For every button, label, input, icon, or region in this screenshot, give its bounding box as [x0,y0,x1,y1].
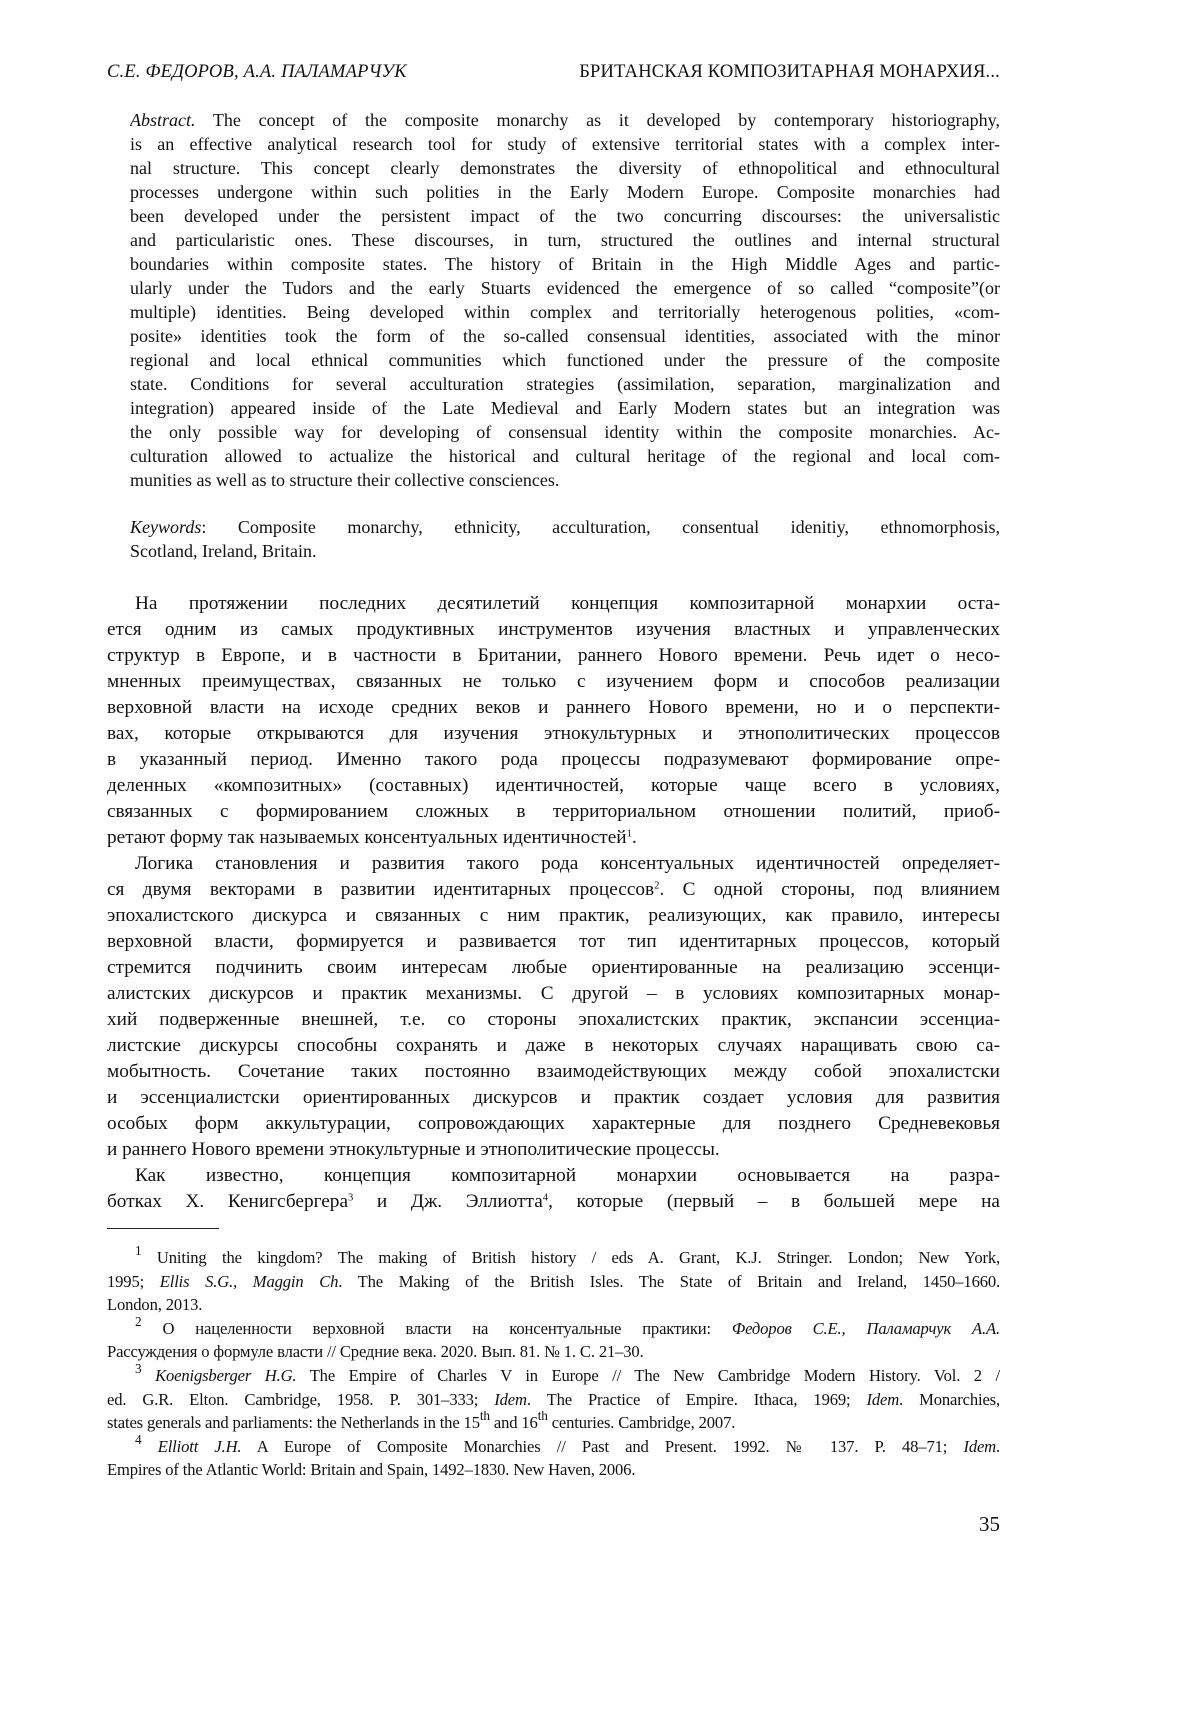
text-run: ся двумя векторами в развитии идентитарных процессов [107,879,654,900]
text-run: The concept of the composite monarchy as it developed by contemporary historiography, [196,110,1001,130]
italic-run: Koenigsberger H.G. [155,1366,296,1385]
text-run: posite» identities took the form of the so-called consensual identities, associated with the minor [130,326,1000,346]
text-line [130,468,1000,492]
text-run: листские дискурсы способны сохранять и даже в некоторых случаях наращивать свою са- [107,1035,1000,1056]
text-run: хий подверженные внешней, т.е. со стороны эпохалистских практик, экспансии эссенциа- [107,1009,1000,1030]
text-run: . [996,1437,1000,1456]
text-run: the only possible way for developing of consensual identity within the composite monarchies. Ac- [130,422,1000,442]
text-line [107,617,1000,643]
text-line [130,276,1000,300]
text-run: и эссенциалистски ориентированных дискурсов и практик создает условия для развития [107,1087,1000,1108]
text-run: London, 2013. [107,1295,202,1314]
italic-run: Elliott J.H. [158,1437,242,1456]
text-line [107,721,1000,747]
text-run: centuries. Cambridge, 2007. [548,1413,736,1432]
text-line [130,324,1000,348]
text-run: state. Conditions for several acculturation strategies (assimilation, separation, marginalization and [130,374,1000,394]
text-run: nal structure. This concept clearly demonstrates the diversity of ethnopolitical and ethnocultural [130,158,1000,178]
text-line [107,1033,1000,1059]
text-run: связанных с формированием сложных в территориальном отношении политий, приоб- [107,801,1000,822]
text-run: is an effective analytical research tool for study of extensive territorial states with a complex inter- [130,134,1000,154]
text-run: boundaries within composite states. The history of Britain in the High Middle Ages and partic- [130,254,1000,274]
text-line [130,300,1000,324]
text-run: ed. G.R. Elton. Cambridge, 1958. P. 301–333; [107,1390,494,1409]
text-run: multiple) identities. Being developed within complex and territorially heterogenous polities, «com- [130,302,1000,322]
text-run: . С одной стороны, под влиянием [659,879,1000,900]
text-line [130,348,1000,372]
footnote-ref: 2 [654,881,659,892]
text-line [107,1458,1000,1482]
footnote-ref: 4 [135,1435,141,1447]
italic-run: Idem [963,1437,996,1456]
text-run: Empires of the Atlantic World: Britain and Spain, 1492–1830. New Haven, 2006. [107,1460,635,1479]
text-line [107,1137,1000,1163]
text-line [107,955,1000,981]
text-run: Uniting the kingdom? The making of British history / eds A. Grant, K.J. Stringer. London; New York, [141,1248,1000,1267]
footnote-separator [107,1228,219,1229]
text-run: ретают форму так называемых консентуальных идентичностей [107,827,627,848]
text-line [107,1085,1000,1111]
text-run: Scotland, Ireland, Britain. [130,541,316,561]
text-line [107,929,1000,955]
text-line [107,903,1000,929]
running-header-title: БРИТАНСКАЯ КОМПОЗИТАРНАЯ МОНАРХИЯ... [579,62,1000,83]
italic-run: Keywords [130,517,201,537]
text-line [130,515,1000,539]
text-run: О нацеленности верховной власти на консентуальные практики: [141,1319,731,1338]
text-run: и раннего Нового времени этнокультурные и этнополитические процессы. [107,1139,720,1160]
text-run: been developed under the persistent impact of the two concurring discourses: the universalistic [130,206,1000,226]
text-line [130,228,1000,252]
text-line [130,420,1000,444]
text-run: вах, которые открываются для изучения этнокультурных и этнополитических процессов [107,723,1000,744]
text-run: ется одним из самых продуктивных инструментов изучения властных и управленческих [107,619,1000,640]
text-run: Рассуждения о формуле власти // Средние века. 2020. Вып. 81. № 1. С. 21–30. [107,1342,644,1361]
text-line [107,1435,1000,1459]
text-run [141,1437,157,1456]
text-run: мненных преимуществах, связанных не только с изучением форм и способов реализации [107,671,1000,692]
text-run: 1995; [107,1272,160,1291]
text-line [107,799,1000,825]
text-line [107,1246,1000,1270]
text-line [107,747,1000,773]
text-run: : Composite monarchy, ethnicity, acculturation, consentual idenitiy, ethnomorphosis, [201,517,1000,537]
text-run: A Europe of Composite Monarchies // Past and Present. 1992. № 137. P. 48–71; [241,1437,963,1456]
text-line [107,1189,1000,1215]
text-run: culturation allowed to actualize the historical and cultural heritage of the regional and local com- [130,446,1000,466]
text-line [107,1293,1000,1317]
text-line [130,396,1000,420]
text-line [130,252,1000,276]
text-run: Логика становления и развития такого рода консентуальных идентичностей определяет- [135,853,1000,874]
page-number: 35 [979,1512,1000,1537]
abstract [130,108,1000,492]
text-line [107,643,1000,669]
main-text [107,591,1000,1215]
text-line [130,156,1000,180]
text-run: На протяжении последних десятилетий концепция композитарной монархии оста- [135,593,1000,614]
text-line [130,132,1000,156]
text-run [141,1366,155,1385]
text-run: деленных «композитных» (составных) идентичностей, которые чаще всего в условиях, [107,775,1000,796]
text-line [107,1364,1000,1388]
text-run: and particularistic ones. These discourses, in turn, structured the outlines and internal structural [130,230,1000,250]
text-line [107,1270,1000,1294]
text-line [107,1059,1000,1085]
text-run: и Дж. Эллиотта [353,1191,542,1212]
text-line [107,1163,1000,1189]
text-run: and 16 [490,1413,538,1432]
text-run: regional and local ethnical communities which functioned under the pressure of the composite [130,350,1000,370]
text-line [130,108,1000,132]
text-run: integration) appeared inside of the Late Medieval and Early Modern states but an integration was [130,398,1000,418]
running-header-authors: С.Е. ФЕДОРОВ, А.А. ПАЛАМАРЧУК [107,62,407,83]
text-run: эпохалистского дискурса и связанных с ним практик, реализующих, как правило, интересы [107,905,1000,926]
text-line [130,204,1000,228]
text-line [107,851,1000,877]
text-line [107,1388,1000,1412]
text-line [107,1317,1000,1341]
text-line [130,180,1000,204]
text-line [107,773,1000,799]
text-line [130,539,1000,563]
text-run: в указанный период. Именно такого рода процессы подразумевают формирование опре- [107,749,1000,770]
text-run: стремится подчинить своим интересам любые ориентированные на реализацию эссенци- [107,957,1000,978]
text-run: . The Making of the British Isles. The State of Britain and Ireland, 1450–1660. [338,1272,1000,1291]
text-line [107,981,1000,1007]
italic-run: Idem [867,1390,900,1409]
text-run: структур в Европе, и в частности в Британии, раннего Нового времени. Речь идет о несо- [107,645,1000,666]
footnote-ref: 3 [135,1364,141,1376]
text-run: верховной власти на исходе средних веков и раннего Нового времени, но и о перспекти- [107,697,1000,718]
italic-run: Abstract. [130,110,196,130]
text-run: . Monarchies, [899,1390,1000,1409]
text-run: The Empire of Charles V in Europe // The New Cambridge Modern History. Vol. 2 / [296,1366,1000,1385]
text-line [107,1340,1000,1364]
text-line [107,825,1000,851]
footnote-ref: 1 [627,829,632,840]
footnote-ref: 4 [543,1193,548,1204]
text-line [107,877,1000,903]
text-run: states generals and parliaments: the Netherlands in the 15 [107,1413,480,1432]
footnote-ref: 2 [135,1317,141,1329]
text-run: особых форм аккультурации, сопровождающих характерные для позднего Средневековья [107,1113,1000,1134]
footnote-ref: 1 [135,1246,141,1258]
text-run: алистских дискурсов и практик механизмы. С другой – в условиях композитарных монар- [107,983,1000,1004]
text-run: processes undergone within such polities in the Early Modern Europe. Composite monarchies had [130,182,1000,202]
italic-run: Ellis S.G., Maggin Ch [160,1272,339,1291]
footnote-ref: th [538,1411,548,1423]
text-run: , которые (первый – в большей мере на [548,1191,1000,1212]
text-line [107,1111,1000,1137]
text-run: ularly under the Tudors and the early Stuarts evidenced the emergence of so called “composite”(or [130,278,1000,298]
text-line [107,669,1000,695]
text-run: ботках Х. Кенигсбергера [107,1191,348,1212]
keywords [130,515,1000,563]
text-run: верховной власти, формируется и развивается тот тип идентитарных процессов, который [107,931,1000,952]
text-run: . The Practice of Empire. Ithaca, 1969; [527,1390,867,1409]
italic-run: Федоров С.Е., Паламарчук А.А. [732,1319,1000,1338]
text-line [107,1007,1000,1033]
text-run: мобытность. Сочетание таких постоянно взаимодействующих между собой эпохалистски [107,1061,1000,1082]
footnote-ref: 3 [348,1193,353,1204]
text-run: Как известно, концепция композитарной монархии основывается на разра- [135,1165,1000,1186]
text-line [107,695,1000,721]
text-run: munities as well as to structure their collective consciences. [130,470,559,490]
text-run: . [632,827,637,848]
footnote-ref: th [480,1411,490,1423]
text-line [130,444,1000,468]
text-line [107,591,1000,617]
footnotes [107,1246,1000,1482]
text-line [130,372,1000,396]
italic-run: Idem [494,1390,527,1409]
text-line [107,1411,1000,1435]
